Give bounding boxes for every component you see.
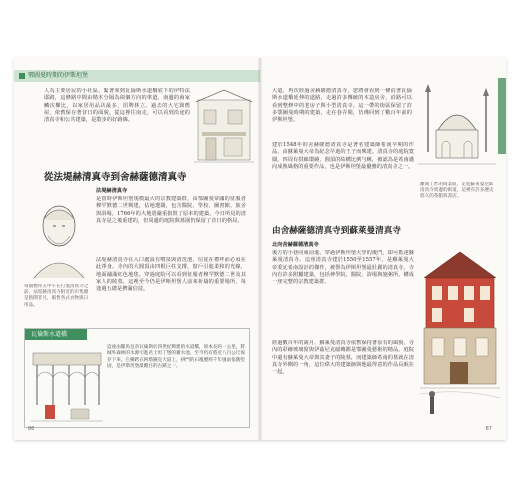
- left-page-number: 86: [28, 426, 35, 432]
- portrait-sketch-illustration: [26, 186, 92, 282]
- sidebar-text: 這座由羅馬皇帝瓦倫斯於四世紀興建的水道橋，原本長約一公里，將城外森林的水源引進君士坦丁堡的蓄水池，至今仍有將近八百公尺保存下來。它橫跨在阿塔圖克大道上，拱門的石塊歷經千年風雨依舊堅固，是伊斯坦堡最醒目的古蹟之一。: [107, 345, 245, 370]
- left-page: [14, 58, 260, 440]
- right-page: [260, 58, 506, 440]
- aqueduct-sidebar: [24, 328, 250, 428]
- right-paragraph-3: 後方的小巷向東前進，穿過伊斯坦堡大學的後門，即可抵達蘇萊曼清真寺。這座清真寺建於1550至1557年，是蘇萊曼大帝委託希南設計的傑作，被譽為伊斯坦堡最壯麗的清真寺。寺內有許多附屬建築，包括神學院、醫院、浴場與施粥所，構成一座完整的宗教建築群。: [272, 250, 414, 286]
- subhead-sehzade-label: 北向舍赫薩德清真寺: [272, 242, 319, 248]
- portrait-caption: 每個禮拜五中午在打進清真寺之前，法堤赫清真寺附近的市集總是熱鬧非凡，販售各式衣物與日用品。: [24, 284, 89, 308]
- right-paragraph-4: 經過數百年的歲月，蘇萊曼清真寺依舊保持著原有的風貌，寺內的彩繪玻璃窗與伊茲尼克磁磚都是鄂圖曼藝術的精品。庭院中還有蘇萊曼大帝與其妻子的陵墓，而建築師希南的墓就在清真寺外側的一角，這位偉大的建築師與他最得意的作品長眠在一起。: [272, 340, 414, 376]
- heading-sehzade-to-suleymaniye: 由舍赫薩德清真寺到蘇萊曼清真寺: [272, 226, 401, 236]
- right-paragraph-top: 大道，再次經過舍赫薩德清真寺，您將會看到一條沿著瓦倫斯水道橋延伸的道路，走過許多傳統的木造房舍，沿路可以看到整修中的老房子與小型清真寺。這一帶的街區保留了許多鄂圖曼時期的建築，走在巷弄間，彷彿回到了數百年前的伊斯坦堡。: [272, 88, 412, 124]
- heading-fatih-to-sehzade: 從法堤赫清真寺到舍赫薩德清真寺: [44, 172, 187, 183]
- right-sidebar-note: 離開工匠的商業區，走進蘇萊曼尼耶清真寺周邊的街道，這裡有許多歷史悠久的茶館與書店。: [420, 182, 494, 200]
- subhead-sehzade: [272, 242, 414, 249]
- right-paragraph-mid: 建於1548年的舍赫薩德清真寺是著名建築師希南早期的作品，由蘇萊曼大帝為紀念早逝的王子而興建。清真寺的庭院寬闊，四周有拱廊環繞，圓頂的結構比例勻稱，被認為是希南邁向成熟風格的重要作品，也是伊斯坦堡最優雅的清真寺之一。: [272, 142, 414, 170]
- book-spread: [14, 58, 506, 440]
- section-marker-icon: [19, 73, 25, 79]
- chapter-side-tab: [498, 78, 506, 154]
- ottoman-houses-illustration: [420, 238, 500, 424]
- fatih-paragraph-2: 法堤赫清真寺在入口處設有噴泉與清洗池，信徒在禮拜前必須在此淨身。寺內的大圓頂由四根巨柱支撐，窗戶引進柔和的光線，地面鋪滿紅色地毯。穿過庭院可以看到征服者穆罕默德二世及其家人的陵墓，這裡至今仍是伊斯坦堡人前來祈禱的重要場所，每逢週五總是擠滿信徒。: [96, 257, 246, 293]
- street-shop-illustration: [194, 86, 254, 168]
- aqueduct-illustration: [31, 345, 103, 425]
- subhead-fatih: [96, 188, 246, 195]
- subhead-fatih-label: 法堤赫清真寺: [96, 188, 128, 194]
- section-label: 鄂圖曼時期的伊斯坦堡: [28, 72, 89, 79]
- fatih-paragraph-1: 是當時伊斯坦堡規模最大的宗教建築群，由鄂圖曼帝國的征服者穆罕默德二世興建，佔地遼闊，包含醫院、學校、圖書館、旅舍與浴場。1766年的大地震嚴重損毀了原本的建築，今日所見的清真寺是之後重建的，但周邊的庭院與墓園仍保留了昔日的格局。: [96, 196, 246, 224]
- sidebar-title: 瓦倫斯水道橋: [25, 329, 87, 340]
- mosque-sketch-illustration: [418, 82, 496, 178]
- right-page-number: 87: [485, 426, 492, 432]
- intro-paragraph: 人為主要居民的小社區。緊著來到瓦倫斯水道橋底下的伊特法耶路，這條路中間由精木分隔為兩個方向的車道，南邊的商家鱗次櫛比，以家居用品店最多，招牌林立。過去的大宅與舊屋，依舊保存著昔日的面貌，從這裡往南走，可以看到沿途的清真寺和公共建築，是散步的好路線。: [44, 88, 190, 124]
- section-bar: [14, 70, 260, 82]
